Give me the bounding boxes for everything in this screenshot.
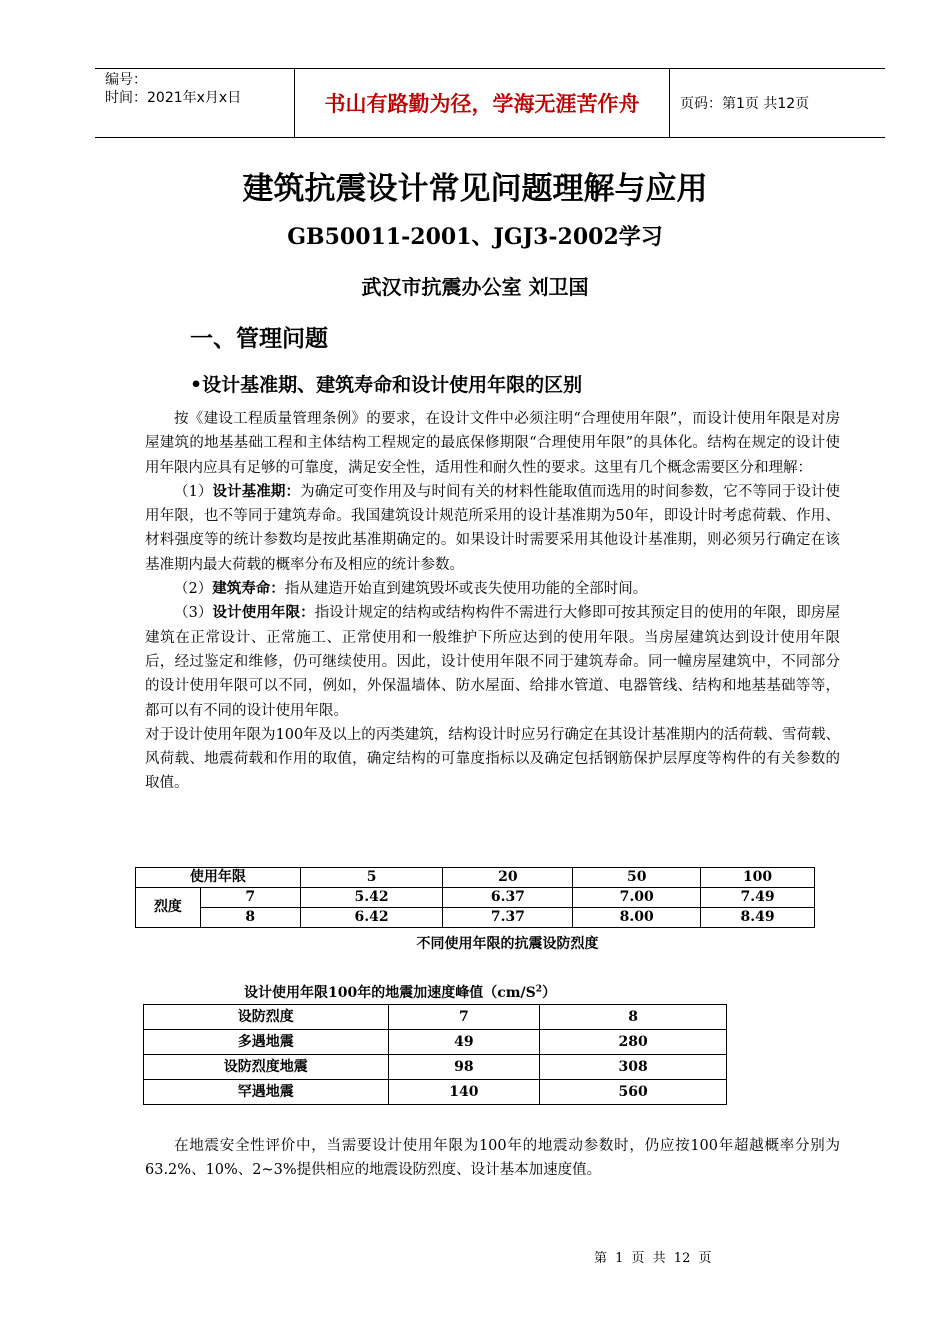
section-heading: 一、管理问题 xyxy=(190,326,328,352)
table-header-row xyxy=(144,1005,727,1030)
term: 建筑寿命： xyxy=(212,581,285,598)
table-cell: 多遇地震 xyxy=(144,1030,389,1055)
table-cell: 49 xyxy=(388,1030,540,1055)
table-cell: 280 xyxy=(540,1030,727,1055)
caption-text-end: ） xyxy=(542,985,557,1001)
paragraph-definition xyxy=(145,577,840,601)
paragraph: 对于设计使用年限为100年及以上的丙类建筑，结构设计时应另行确定在其设计基准期内的活荷载、雪荷载、风荷载、地震荷载和作用的取值，确定结构的可靠度指标以及确定包括钢筋保护层厚度等构件的有关参数的取值。 xyxy=(145,726,840,792)
caption-text: 设计使用年限100年的地震加速度峰值（cm/S xyxy=(244,985,536,1001)
definition: 为确定可变作用及与时间有关的材料性能取值而选用的时间参数，它不等同于设计使用年限，也不等同于建筑寿命。我国建筑设计规范所采用的设计基准期为50年，即设计时考虑荷载、作用、材料强度等的统计参数均是按此基准期确定的。如果设计时需要采用其他设计基准期，则必须另行确定在该基准期内最大荷载的概率分布及相应的统计参数。 xyxy=(145,483,841,573)
table-header-cell: 7 xyxy=(388,1005,540,1030)
table-cell: 6.42 xyxy=(300,908,443,928)
item-prefix: （2） xyxy=(174,581,213,598)
paragraph: 在地震安全性评价中，当需要设计使用年限为100年的地震动参数时，仍应按100年超越概率分别为63.2%、10%、2~3%提供相应的地震设防烈度、设计基本加速度值。 xyxy=(145,1138,840,1179)
table-row xyxy=(144,1055,727,1080)
table-header-cell: 100 xyxy=(701,868,815,888)
table-caption xyxy=(244,982,556,1002)
table-cell: 8.49 xyxy=(701,908,815,928)
table-cell: 140 xyxy=(388,1080,540,1105)
term: 设计基准期： xyxy=(212,483,301,500)
table-header-cell: 20 xyxy=(443,868,573,888)
caption-superscript: 2 xyxy=(535,984,543,995)
table-row xyxy=(136,908,815,928)
table-row xyxy=(144,1080,727,1105)
intensity-table xyxy=(135,867,815,928)
page-header xyxy=(95,68,885,138)
table-cell: 罕遇地震 xyxy=(144,1080,389,1105)
term: 设计使用年限： xyxy=(212,605,315,622)
page-footer: 第 1 页 共 12 页 xyxy=(594,1251,712,1266)
table-cell: 8.00 xyxy=(573,908,701,928)
table-header-cell: 5 xyxy=(300,868,443,888)
header-meta xyxy=(95,69,295,137)
item-prefix: （3） xyxy=(174,605,213,622)
paragraph-definition xyxy=(145,601,840,722)
table-cell: 设防烈度地震 xyxy=(144,1055,389,1080)
table-header-cell: 50 xyxy=(573,868,701,888)
table-cell: 5.42 xyxy=(300,888,443,908)
doc-title: 建筑抗震设计常见问题理解与应用 xyxy=(242,171,708,207)
doc-author: 武汉市抗震办公室 刘卫国 xyxy=(361,275,589,299)
table-header-row xyxy=(136,868,815,888)
table-cell: 6.37 xyxy=(443,888,573,908)
table-cell: 7.49 xyxy=(701,888,815,908)
definition: 指从建造开始直到建筑毁坏或丧失使用功能的全部时间。 xyxy=(284,581,648,598)
subsection-heading: •设计基准期、建筑寿命和设计使用年限的区别 xyxy=(190,374,583,396)
table-header-cell: 使用年限 xyxy=(136,868,301,888)
table-cell: 7.37 xyxy=(443,908,573,928)
table-row xyxy=(136,888,815,908)
header-motto: 书山有路勤为径，学海无涯苦作舟 xyxy=(295,69,670,137)
table-row xyxy=(144,1030,727,1055)
table-cell: 7.00 xyxy=(573,888,701,908)
doc-time-label: 时间：2021年x月x日 xyxy=(105,90,242,106)
table-cell: 8 xyxy=(200,908,300,928)
item-prefix: （1） xyxy=(174,483,213,500)
table-cell: 560 xyxy=(540,1080,727,1105)
table-cell: 308 xyxy=(540,1055,727,1080)
table-cell: 98 xyxy=(388,1055,540,1080)
table-header-cell: 8 xyxy=(540,1005,727,1030)
table-header-cell: 设防烈度 xyxy=(144,1005,389,1030)
doc-number-label: 编号： xyxy=(105,72,147,88)
doc-subtitle: GB50011-2001、JGJ3-2002学习 xyxy=(287,224,663,250)
table-cell: 7 xyxy=(200,888,300,908)
body-text xyxy=(145,407,840,796)
definition: 指设计规定的结构或结构构件不需进行大修即可按其预定目的使用的年限，即房屋建筑在正常设计、正常施工、正常使用和一般维护下所应达到的使用年限。当房屋建筑达到设计使用年限后，经过鉴定和维修，仍可继续使用。因此，设计使用年限不同于建筑寿命。同一幢房屋建筑中，不同部分的设计使用年限可以不同，例如，外保温墙体、防水屋面、给排水管道、电器管线、结构和地基基础等等，都可以有不同的设计使用年限。 xyxy=(145,605,841,719)
row-group-label: 烈度 xyxy=(136,888,201,928)
paragraph: 按《建设工程质量管理条例》的要求，在设计文件中必须注明“合理使用年限”，而设计使用年限是对房屋建筑的地基基础工程和主体结构工程规定的最底保修期限“合理使用年限”的具体化。结构在规定的设计使用年限内应具有足够的可靠度，满足安全性，适用性和耐久性的要求。这里有几个概念需要区分和理解： xyxy=(145,411,840,476)
table-caption: 不同使用年限的抗震设防烈度 xyxy=(416,936,599,952)
acceleration-table xyxy=(143,1004,727,1105)
header-page-label: 页码：第1页 共12页 xyxy=(680,96,810,112)
paragraph-definition xyxy=(145,480,840,577)
